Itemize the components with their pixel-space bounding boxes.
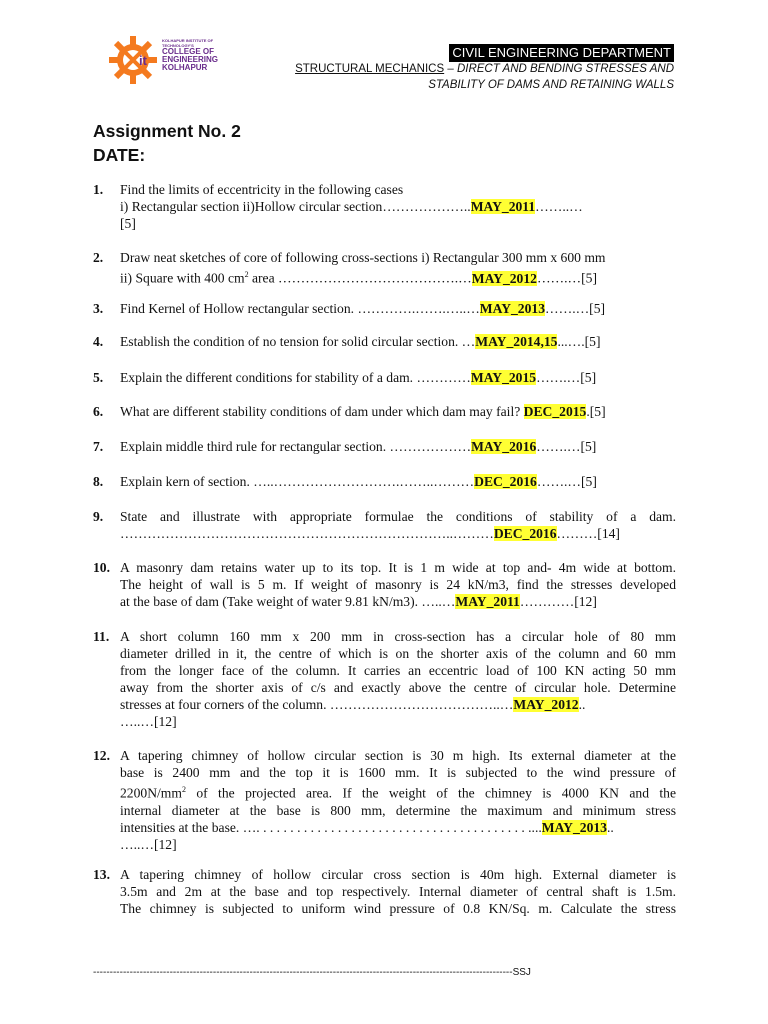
exam-tag: MAY_2013: [479, 301, 545, 316]
topic-line-2: STABILITY OF DAMS AND RETAINING WALLS: [428, 79, 674, 91]
question-number: 6.: [93, 404, 104, 419]
question-text: $2200N/mm^2$ of the projected area. If the weight of the chimney is 4000 KN and the: [120, 785, 676, 801]
question-text: internal diameter at the base is 800 mm, determine the maximum and minimum stress: [120, 802, 676, 818]
question-text: Draw neat sketches of core of following cross-sections i) Rectangular 300 mm x 600 mm: [120, 250, 606, 265]
topic-line-1: – DIRECT AND BENDING STRESSES AND: [444, 63, 674, 75]
footer-rule: ------------------------------------------------------------------------------------------------------------------------------: [93, 967, 513, 978]
question-text: ………………………………………………………………..………DEC_2016………[14]: [120, 526, 620, 541]
exam-tag: DEC_2016: [493, 526, 557, 541]
question-number: 3.: [93, 301, 104, 316]
question-text: A masonry dam retains water up to its top. It is 1 m wide at top and- 4m wide at bottom.: [120, 560, 676, 575]
question-text: The chimney is subjected to uniform wind pressure of 0.8 KN/Sq. m. Calculate the stress: [120, 901, 676, 916]
question-number: 2.: [93, 250, 104, 265]
question-number: 9.: [93, 509, 104, 524]
footer-initials: SSJ: [512, 967, 531, 978]
question-text: stresses at four corners of the column. ………………………………..…MAY_2012..: [120, 697, 586, 712]
gear-logo-icon: [105, 32, 161, 88]
exam-tag: MAY_2012: [471, 270, 537, 286]
question-11: [93, 628, 676, 730]
exam-tag: MAY_2011: [455, 594, 520, 609]
question-text: Explain the different conditions for stability of a dam. …………MAY_2015…….…[5]: [120, 370, 597, 385]
college-logo: [105, 32, 225, 88]
exam-tag: MAY_2014,15: [475, 334, 558, 349]
logo-line-1: COLLEGE OF: [162, 47, 214, 56]
question-text: intensities at the base. …. . . . . . . . . . . . . . . . . . . . . . . . . . . . . . . . . . . . . . . . ....MAY_2013..: [120, 819, 614, 835]
question-6: [93, 403, 676, 420]
question-text: from the longer face of the column. It carries an eccentric load of 100 KN acting 50 mm: [120, 663, 676, 678]
question-number: 10.: [93, 560, 110, 575]
marks-label: [5]: [120, 216, 136, 231]
question-text: ii) Square with 400 $cm^2$ area ………………………………….…MAY_2012…….…[5]: [120, 270, 597, 286]
question-5: [93, 369, 676, 386]
department-label: CIVIL ENGINEERING DEPARTMENT: [449, 44, 674, 62]
question-text: What are different stability conditions of dam under which dam may fail? DEC_2015.[5]: [120, 404, 606, 419]
question-2: [93, 249, 676, 287]
question-text: Find the limits of eccentricity in the following cases: [120, 182, 404, 197]
question-text: base is 2400 mm and the top it is 1600 mm. It is subjected to the wind pressure of: [120, 765, 676, 780]
question-text: Explain middle third rule for rectangular section. ………………MAY_2016…….…[5]: [120, 439, 597, 454]
question-number: 4.: [93, 334, 104, 349]
svg-text:it: it: [139, 53, 147, 68]
question-number: 8.: [93, 474, 104, 489]
question-text: 3.5m and 2m at the base and top respectively. Internal diameter of central shaft is 1.5m.: [120, 884, 676, 899]
logo-institute-text: KOLHAPUR INSTITUTE OF TECHNOLOGY'S: [162, 38, 214, 48]
question-text: A tapering chimney of hollow circular section is 30 m high. Its external diameter at the: [120, 748, 676, 763]
assignment-title: [93, 119, 241, 167]
question-1: [93, 181, 676, 232]
exam-tag: DEC_2015: [523, 404, 587, 419]
question-4: [93, 333, 676, 350]
question-number: 5.: [93, 370, 104, 385]
question-3: [93, 300, 676, 317]
question-text: Explain kern of section. …..……………………….……..………DEC_2016…….…[5]: [120, 474, 597, 489]
question-text: Establish the condition of no tension for solid circular section. …MAY_2014,15...….[5]: [120, 334, 601, 349]
page-footer: [93, 967, 676, 978]
question-number: 12.: [93, 748, 110, 763]
question-text: A short column 160 mm x 200 mm in cross-section has a circular hole of 80 mm: [120, 629, 676, 644]
exam-tag: DEC_2016: [474, 474, 537, 489]
logo-line-3: KOLHAPUR: [162, 63, 208, 72]
logo-line-2: ENGINEERING: [162, 55, 219, 64]
question-number: 13.: [93, 867, 110, 882]
question-10: [93, 559, 676, 610]
question-number: 7.: [93, 439, 104, 454]
question-text: diameter drilled in it, the centre of which is on the shorter axis of the column and 60 mm: [120, 646, 676, 661]
question-text: State and illustrate with appropriate formulae the conditions of stability of a dam.: [120, 509, 676, 524]
subject-name: STRUCTURAL MECHANICS: [295, 63, 445, 75]
exam-tag: MAY_2013: [541, 819, 607, 835]
question-number: 1.: [93, 182, 104, 197]
exam-tag: MAY_2016: [471, 439, 537, 454]
question-text: at the base of dam (Take weight of water 9.81 kN/m3). …..…MAY_2011…………[12]: [120, 594, 597, 609]
subject-line: [295, 62, 674, 77]
exam-tag: MAY_2011: [470, 199, 536, 214]
marks-label: …..…[12]: [120, 714, 177, 729]
question-text: The height of wall is 5 m. If weight of masonry is 24 kN/m3, find the stresses developed: [120, 577, 676, 592]
question-text: i) Rectangular section ii)Hollow circular section………………..MAY_2011……..…: [120, 199, 583, 214]
question-13: [93, 866, 676, 917]
exam-tag: MAY_2015: [470, 370, 537, 385]
question-12: [93, 747, 676, 853]
question-9: [93, 508, 676, 542]
date-label: DATE:: [93, 145, 146, 165]
question-text: A tapering chimney of hollow circular cross section is 40m high. External diameter is: [120, 867, 676, 882]
question-text: away from the shorter axis of c/s and exactly above the centre of circular hole. Determine: [120, 680, 676, 695]
marks-label: …..…[12]: [120, 836, 177, 852]
question-7: [93, 438, 676, 455]
question-8: [93, 473, 676, 490]
question-number: 11.: [93, 629, 110, 644]
question-text: Find Kernel of Hollow rectangular section. ………….…….…..…MAY_2013…….…[5]: [120, 301, 606, 316]
exam-tag: MAY_2012: [513, 697, 579, 712]
assignment-number: Assignment No. 2: [93, 121, 241, 141]
